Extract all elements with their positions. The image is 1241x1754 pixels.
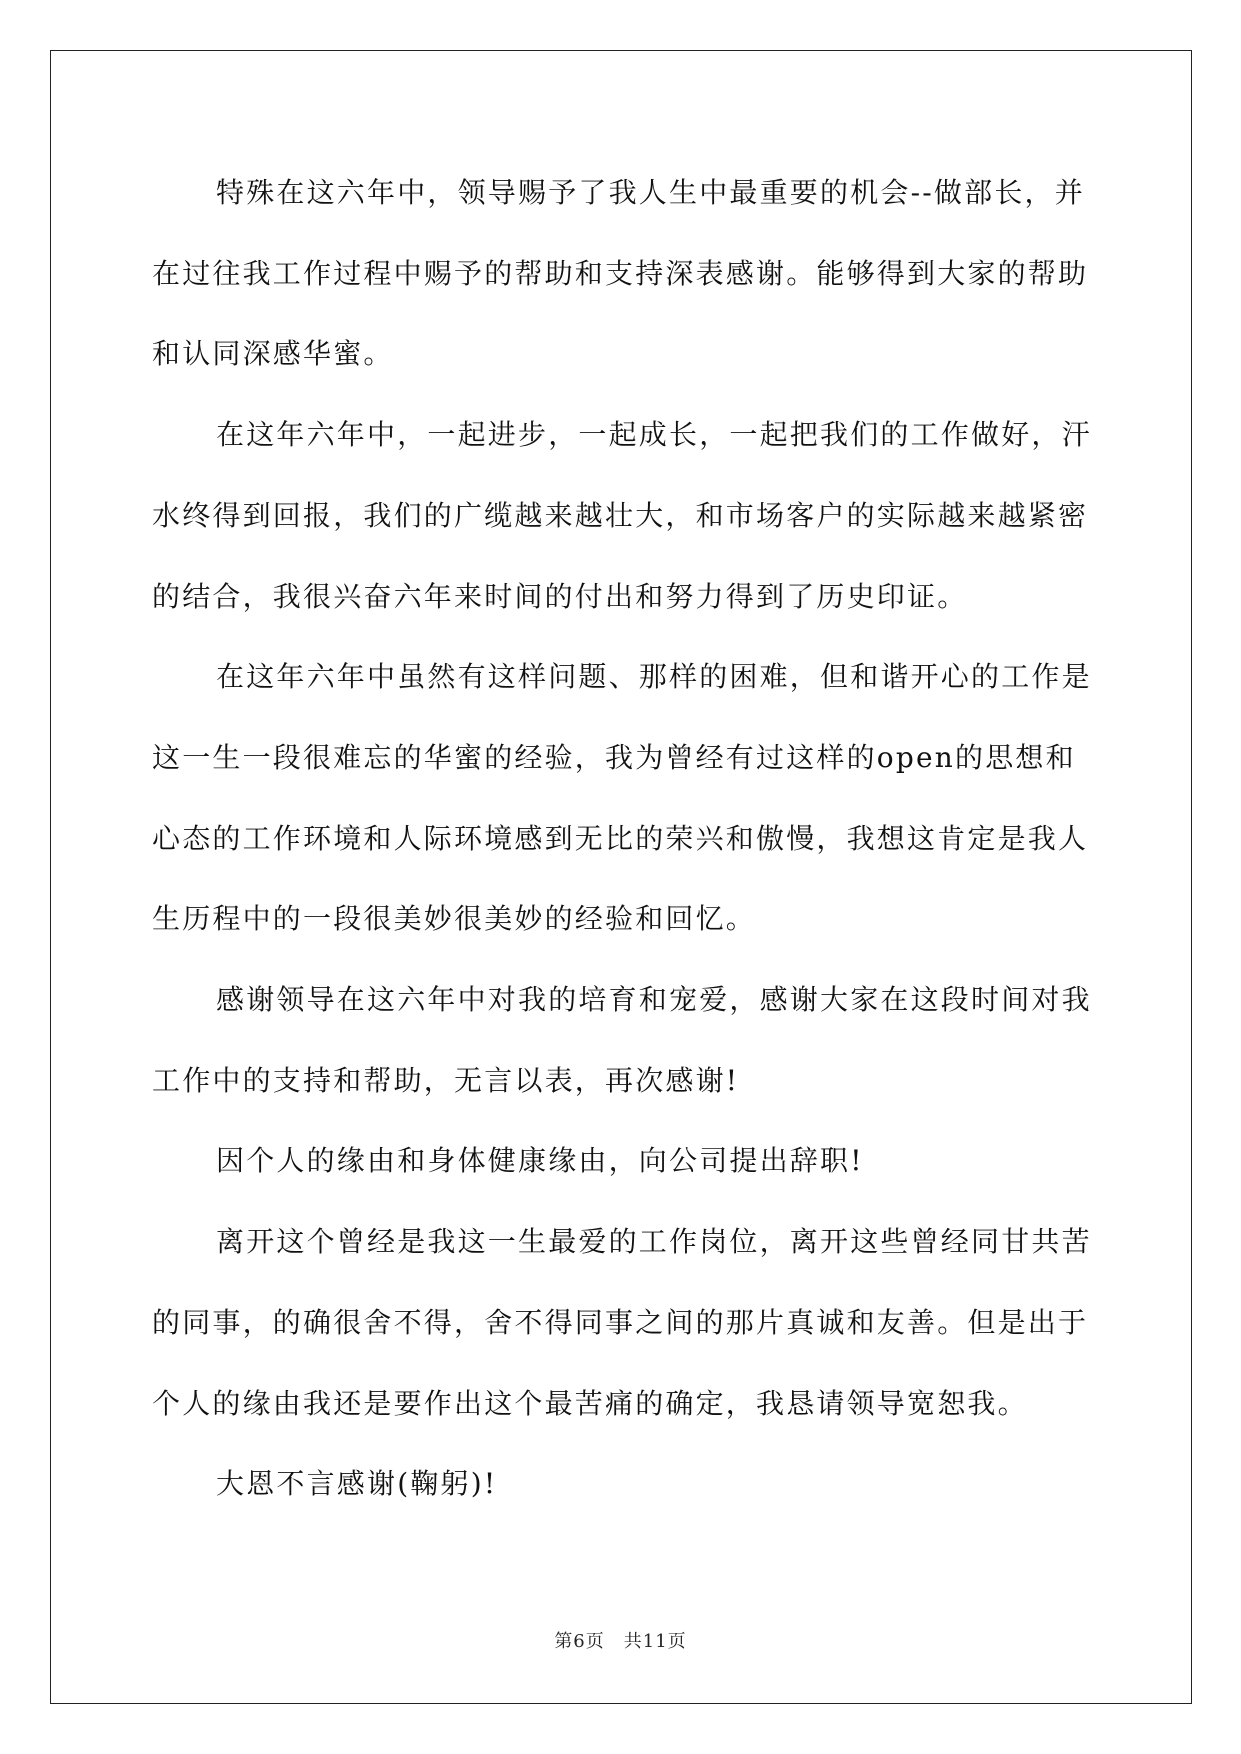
page-number-footer: 第6页 共11页	[554, 1631, 687, 1652]
paragraph-2: 在这年六年中，一起进步，一起成长，一起把我们的工作做好，汗水终得到回报，我们的广缆越来越壮大，和市场客户的实际越来越紧密的结合，我很兴奋六年来时间的付出和努力得到了历史印证。	[152, 418, 1092, 613]
paragraph-5: 因个人的缘由和身体健康缘由，向公司提出辞职!	[216, 1144, 864, 1178]
paragraph-1: 特殊在这六年中，领导赐予了我人生中最重要的机会--做部长，并在过往我工作过程中赐予的帮助和支持深表感谢。能够得到大家的帮助和认同深感华蜜。	[152, 176, 1089, 371]
paragraph-3: 在这年六年中虽然有这样问题、那样的困难，但和谐开心的工作是这一生一段很难忘的华蜜的经验，我为曾经有过这样的open的思想和心态的工作环境和人际环境感到无比的荣兴和傲慢，我想这肯定是我人生历程中的一段很美妙很美妙的经验和回忆。	[152, 660, 1092, 936]
paragraph-4: 感谢领导在这六年中对我的培育和宠爱，感谢大家在这段时间对我工作中的支持和帮助，无言以表，再次感谢!	[152, 983, 1092, 1097]
paragraph-6: 离开这个曾经是我这一生最爱的工作岗位，离开这些曾经同甘共苦的同事，的确很舍不得，舍不得同事之间的那片真诚和友善。但是出于个人的缘由我还是要作出这个最苦痛的确定，我恳请领导宽恕我。	[152, 1225, 1092, 1420]
document-body	[152, 153, 1092, 1525]
paragraph-7: 大恩不言感谢(鞠躬)!	[216, 1467, 498, 1501]
